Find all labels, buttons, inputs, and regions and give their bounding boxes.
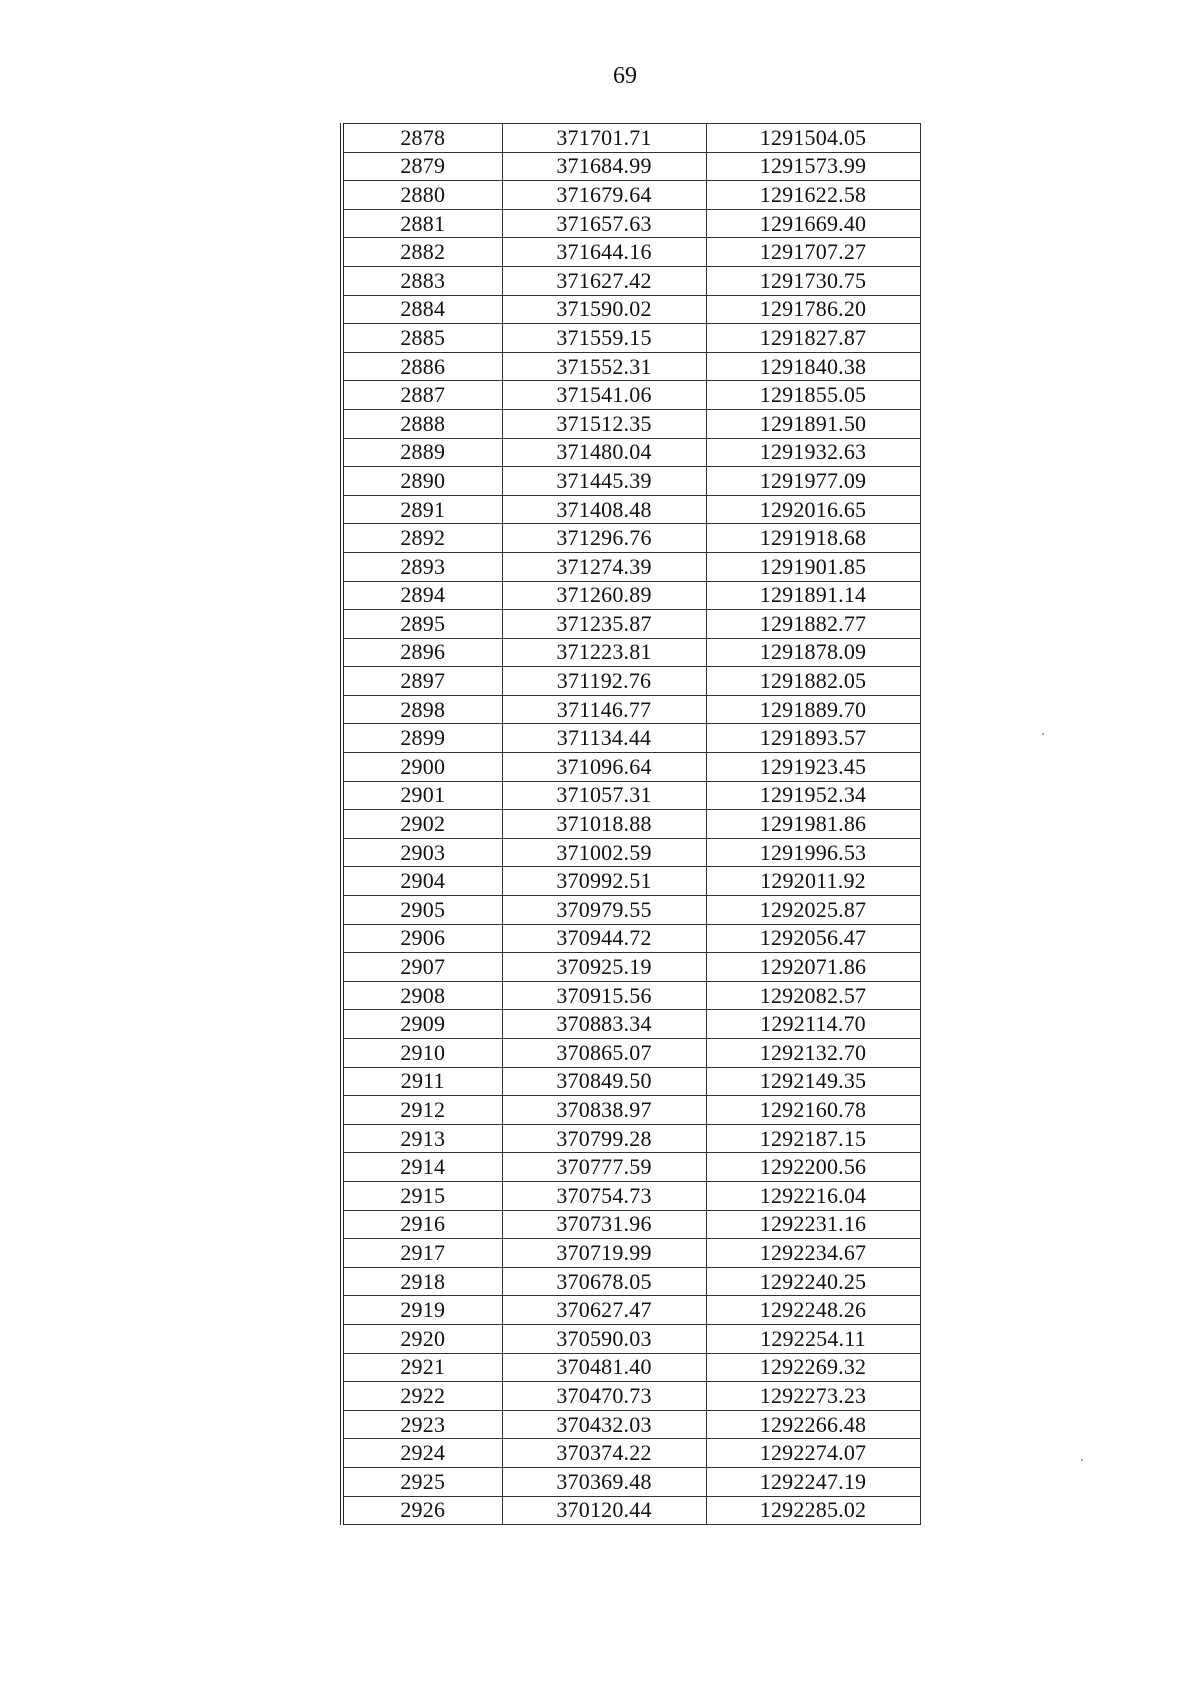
y-coordinate-cell: 1292011.92 (706, 867, 920, 896)
point-number-cell: 2886 (342, 352, 502, 381)
y-coordinate-cell: 1292285.02 (706, 1496, 920, 1525)
coordinates-table-body (342, 124, 920, 1525)
table-row (342, 1324, 920, 1353)
x-coordinate-cell: 370979.55 (502, 896, 706, 925)
table-row (342, 638, 920, 667)
table-row (342, 1210, 920, 1239)
point-number-cell: 2887 (342, 381, 502, 410)
x-coordinate-cell: 371223.81 (502, 638, 706, 667)
y-coordinate-cell: 1292200.56 (706, 1153, 920, 1182)
y-coordinate-cell: 1292056.47 (706, 924, 920, 953)
y-coordinate-cell: 1291878.09 (706, 638, 920, 667)
point-number-cell: 2883 (342, 266, 502, 295)
x-coordinate-cell: 371684.99 (502, 152, 706, 181)
x-coordinate-cell: 371559.15 (502, 324, 706, 353)
point-number-cell: 2889 (342, 438, 502, 467)
table-row (342, 1067, 920, 1096)
table-row (342, 324, 920, 353)
y-coordinate-cell: 1292274.07 (706, 1439, 920, 1468)
y-coordinate-cell: 1292254.11 (706, 1324, 920, 1353)
y-coordinate-cell: 1291889.70 (706, 695, 920, 724)
point-number-cell: 2909 (342, 1010, 502, 1039)
point-number-cell: 2919 (342, 1296, 502, 1325)
point-number-cell: 2892 (342, 524, 502, 553)
y-coordinate-cell: 1291786.20 (706, 295, 920, 324)
point-number-cell: 2920 (342, 1324, 502, 1353)
x-coordinate-cell: 370369.48 (502, 1467, 706, 1496)
point-number-cell: 2893 (342, 552, 502, 581)
y-coordinate-cell: 1292132.70 (706, 1039, 920, 1068)
table-row (342, 1239, 920, 1268)
point-number-cell: 2879 (342, 152, 502, 181)
point-number-cell: 2885 (342, 324, 502, 353)
table-row (342, 266, 920, 295)
x-coordinate-cell: 371644.16 (502, 238, 706, 267)
x-coordinate-cell: 371552.31 (502, 352, 706, 381)
point-number-cell: 2910 (342, 1039, 502, 1068)
point-number-cell: 2897 (342, 667, 502, 696)
y-coordinate-cell: 1291977.09 (706, 467, 920, 496)
x-coordinate-cell: 370590.03 (502, 1324, 706, 1353)
table-row (342, 1410, 920, 1439)
point-number-cell: 2912 (342, 1096, 502, 1125)
y-coordinate-cell: 1292247.19 (706, 1467, 920, 1496)
y-coordinate-cell: 1291855.05 (706, 381, 920, 410)
point-number-cell: 2896 (342, 638, 502, 667)
coordinates-table (340, 123, 921, 1525)
x-coordinate-cell: 371057.31 (502, 781, 706, 810)
point-number-cell: 2918 (342, 1267, 502, 1296)
x-coordinate-cell: 370925.19 (502, 953, 706, 982)
point-number-cell: 2894 (342, 581, 502, 610)
point-number-cell: 2906 (342, 924, 502, 953)
x-coordinate-cell: 371002.59 (502, 838, 706, 867)
table-row (342, 781, 920, 810)
y-coordinate-cell: 1291923.45 (706, 753, 920, 782)
x-coordinate-cell: 371274.39 (502, 552, 706, 581)
y-coordinate-cell: 1292025.87 (706, 896, 920, 925)
x-coordinate-cell: 371296.76 (502, 524, 706, 553)
y-coordinate-cell: 1291981.86 (706, 810, 920, 839)
y-coordinate-cell: 1292149.35 (706, 1067, 920, 1096)
table-row (342, 352, 920, 381)
y-coordinate-cell: 1291918.68 (706, 524, 920, 553)
y-coordinate-cell: 1292016.65 (706, 495, 920, 524)
table-row (342, 552, 920, 581)
point-number-cell: 2890 (342, 467, 502, 496)
y-coordinate-cell: 1291952.34 (706, 781, 920, 810)
point-number-cell: 2916 (342, 1210, 502, 1239)
x-coordinate-cell: 370915.56 (502, 981, 706, 1010)
table-row (342, 981, 920, 1010)
x-coordinate-cell: 371134.44 (502, 724, 706, 753)
x-coordinate-cell: 370120.44 (502, 1496, 706, 1525)
point-number-cell: 2921 (342, 1353, 502, 1382)
point-number-cell: 2911 (342, 1067, 502, 1096)
point-number-cell: 2884 (342, 295, 502, 324)
x-coordinate-cell: 371541.06 (502, 381, 706, 410)
table-row (342, 381, 920, 410)
y-coordinate-cell: 1291730.75 (706, 266, 920, 295)
point-number-cell: 2902 (342, 810, 502, 839)
table-row (342, 581, 920, 610)
table-row (342, 467, 920, 496)
point-number-cell: 2907 (342, 953, 502, 982)
table-row (342, 1296, 920, 1325)
y-coordinate-cell: 1292240.25 (706, 1267, 920, 1296)
point-number-cell: 2891 (342, 495, 502, 524)
point-number-cell: 2908 (342, 981, 502, 1010)
page-number: 69 (613, 63, 637, 89)
x-coordinate-cell: 370731.96 (502, 1210, 706, 1239)
y-coordinate-cell: 1291891.14 (706, 581, 920, 610)
table-row (342, 867, 920, 896)
point-number-cell: 2880 (342, 181, 502, 210)
table-row (342, 152, 920, 181)
point-number-cell: 2888 (342, 409, 502, 438)
y-coordinate-cell: 1291901.85 (706, 552, 920, 581)
point-number-cell: 2923 (342, 1410, 502, 1439)
y-coordinate-cell: 1291840.38 (706, 352, 920, 381)
table-row (342, 1010, 920, 1039)
point-number-cell: 2917 (342, 1239, 502, 1268)
y-coordinate-cell: 1292082.57 (706, 981, 920, 1010)
x-coordinate-cell: 370754.73 (502, 1181, 706, 1210)
table-row (342, 1496, 920, 1525)
table-row (342, 924, 920, 953)
table-row (342, 1467, 920, 1496)
y-coordinate-cell: 1291891.50 (706, 409, 920, 438)
point-number-cell: 2913 (342, 1124, 502, 1153)
y-coordinate-cell: 1291882.77 (706, 610, 920, 639)
table-row (342, 953, 920, 982)
table-row (342, 181, 920, 210)
point-number-cell: 2901 (342, 781, 502, 810)
x-coordinate-cell: 371235.87 (502, 610, 706, 639)
y-coordinate-cell: 1292248.26 (706, 1296, 920, 1325)
x-coordinate-cell: 371146.77 (502, 695, 706, 724)
y-coordinate-cell: 1292266.48 (706, 1410, 920, 1439)
table-row (342, 524, 920, 553)
x-coordinate-cell: 370838.97 (502, 1096, 706, 1125)
point-number-cell: 2925 (342, 1467, 502, 1496)
y-coordinate-cell: 1292114.70 (706, 1010, 920, 1039)
x-coordinate-cell: 370944.72 (502, 924, 706, 953)
x-coordinate-cell: 371192.76 (502, 667, 706, 696)
y-coordinate-cell: 1291882.05 (706, 667, 920, 696)
x-coordinate-cell: 370678.05 (502, 1267, 706, 1296)
x-coordinate-cell: 370777.59 (502, 1153, 706, 1182)
table-row (342, 1181, 920, 1210)
y-coordinate-cell: 1291827.87 (706, 324, 920, 353)
y-coordinate-cell: 1291573.99 (706, 152, 920, 181)
table-row (342, 753, 920, 782)
x-coordinate-cell: 371701.71 (502, 124, 706, 153)
point-number-cell: 2882 (342, 238, 502, 267)
y-coordinate-cell: 1291622.58 (706, 181, 920, 210)
table-row (342, 695, 920, 724)
table-row (342, 724, 920, 753)
point-number-cell: 2915 (342, 1181, 502, 1210)
point-number-cell: 2904 (342, 867, 502, 896)
x-coordinate-cell: 370849.50 (502, 1067, 706, 1096)
point-number-cell: 2895 (342, 610, 502, 639)
scan-speck (1042, 733, 1044, 735)
x-coordinate-cell: 370799.28 (502, 1124, 706, 1153)
x-coordinate-cell: 370470.73 (502, 1382, 706, 1411)
table-row (342, 1096, 920, 1125)
y-coordinate-cell: 1292234.67 (706, 1239, 920, 1268)
point-number-cell: 2914 (342, 1153, 502, 1182)
table-row (342, 1153, 920, 1182)
point-number-cell: 2926 (342, 1496, 502, 1525)
y-coordinate-cell: 1292160.78 (706, 1096, 920, 1125)
x-coordinate-cell: 371512.35 (502, 409, 706, 438)
y-coordinate-cell: 1291504.05 (706, 124, 920, 153)
point-number-cell: 2898 (342, 695, 502, 724)
y-coordinate-cell: 1291669.40 (706, 209, 920, 238)
x-coordinate-cell: 370883.34 (502, 1010, 706, 1039)
table-row (342, 238, 920, 267)
x-coordinate-cell: 370627.47 (502, 1296, 706, 1325)
y-coordinate-cell: 1291893.57 (706, 724, 920, 753)
table-row (342, 1267, 920, 1296)
x-coordinate-cell: 371096.64 (502, 753, 706, 782)
y-coordinate-cell: 1292071.86 (706, 953, 920, 982)
y-coordinate-cell: 1292269.32 (706, 1353, 920, 1382)
x-coordinate-cell: 371657.63 (502, 209, 706, 238)
point-number-cell: 2903 (342, 838, 502, 867)
point-number-cell: 2922 (342, 1382, 502, 1411)
x-coordinate-cell: 370719.99 (502, 1239, 706, 1268)
x-coordinate-cell: 371018.88 (502, 810, 706, 839)
table-row (342, 495, 920, 524)
table-row (342, 1382, 920, 1411)
table-row (342, 209, 920, 238)
y-coordinate-cell: 1291996.53 (706, 838, 920, 867)
y-coordinate-cell: 1292187.15 (706, 1124, 920, 1153)
x-coordinate-cell: 371480.04 (502, 438, 706, 467)
table-row (342, 124, 920, 153)
table-row (342, 438, 920, 467)
x-coordinate-cell: 371260.89 (502, 581, 706, 610)
x-coordinate-cell: 371445.39 (502, 467, 706, 496)
point-number-cell: 2924 (342, 1439, 502, 1468)
scan-speck (1081, 1459, 1083, 1461)
y-coordinate-cell: 1292216.04 (706, 1181, 920, 1210)
point-number-cell: 2900 (342, 753, 502, 782)
y-coordinate-cell: 1292273.23 (706, 1382, 920, 1411)
x-coordinate-cell: 371408.48 (502, 495, 706, 524)
x-coordinate-cell: 371590.02 (502, 295, 706, 324)
x-coordinate-cell: 371679.64 (502, 181, 706, 210)
point-number-cell: 2899 (342, 724, 502, 753)
point-number-cell: 2905 (342, 896, 502, 925)
x-coordinate-cell: 370992.51 (502, 867, 706, 896)
x-coordinate-cell: 371627.42 (502, 266, 706, 295)
point-number-cell: 2878 (342, 124, 502, 153)
x-coordinate-cell: 370481.40 (502, 1353, 706, 1382)
y-coordinate-cell: 1291707.27 (706, 238, 920, 267)
table-row (342, 1039, 920, 1068)
y-coordinate-cell: 1292231.16 (706, 1210, 920, 1239)
table-row (342, 896, 920, 925)
table-row (342, 838, 920, 867)
table-row (342, 610, 920, 639)
table-row (342, 1439, 920, 1468)
x-coordinate-cell: 370865.07 (502, 1039, 706, 1068)
table-row (342, 409, 920, 438)
y-coordinate-cell: 1291932.63 (706, 438, 920, 467)
x-coordinate-cell: 370432.03 (502, 1410, 706, 1439)
table-row (342, 810, 920, 839)
point-number-cell: 2881 (342, 209, 502, 238)
x-coordinate-cell: 370374.22 (502, 1439, 706, 1468)
table-row (342, 1124, 920, 1153)
table-row (342, 667, 920, 696)
table-row (342, 295, 920, 324)
table-row (342, 1353, 920, 1382)
